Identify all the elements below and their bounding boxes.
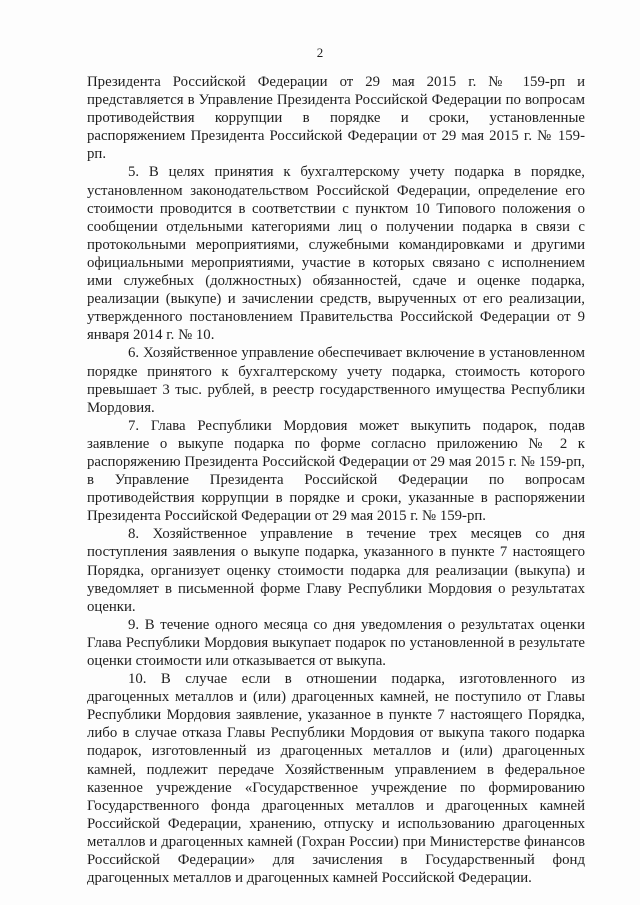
paragraph-item-5: 5. В целях принятия к бухгалтерскому учету подарка в порядке, установленном законодательством Российской Федерации, определение его стоимости проводится в соответствии с пунктом 10 Типового положения о сообщении отдельными категориями лиц о получении подарка в связи с протокольными мероприятиями, служебными командировками и другими официальными мероприятиями, участие в которых связано с исполнением ими служебных (должностных) обязанностей, сдаче и оценке подарка, реализации (выкупе) и зачислении средств, вырученных от его реализации, утвержденного постановлением Правительства Российской Федерации от 9 января 2014 г. № 10. (87, 164, 585, 344)
page-number: 2 (316, 45, 324, 60)
paragraph-item-8: 8. Хозяйственное управление в течение трех месяцев со дня поступления заявления о выкупе подарка, указанного в пункте 7 настоящего Порядка, организует оценку стоимости подарка для реализации (выкупа) и уведомляет в письменной форме Главу Республики Мордовия о результатах оценки. (87, 526, 585, 615)
paragraph-item-6: 6. Хозяйственное управление обеспечивает включение в установленном порядке принятого к бухгалтерскому учету подарка, стоимость которого превышает 3 тыс. рублей, в реестр государственного имущества Республики Мордовия. (87, 345, 585, 416)
paragraph-item-9: 9. В течение одного месяца со дня уведомления о результатах оценки Глава Республики Мордовия выкупает подарок по установленной в результате оценки стоимости или отказывается от выкупа. (87, 616, 585, 669)
paragraph-item-10: 10. В случае если в отношении подарка, изготовленного из драгоценных металлов и (или) драгоценных камней, не поступило от Главы Республики Мордовия заявление, указанное в пункте 7 настоящего Порядка, либо в случае отказа Главы Республики Мордовия от выкупа такого подарка подарок, изготовленный из драгоценных металлов и (или) драгоценных камней, подлежит передаче Хозяйственным управлением в федеральное казенное учреждение «Государственное учреждение по формированию Государственного фонда драгоценных металлов и драгоценных камней Российской Федерации, хранению, отпуску и использованию драгоценных металлов и драгоценных камней (Гохран России) при Министерстве финансов Российской Федерации» для зачисления в Государственный фонд драгоценных металлов и драгоценных камней Российской Федерации. (87, 671, 585, 887)
paragraph-continuation: Президента Российской Федерации от 29 мая 2015 г. № 159-рп и представляется в Управление Президента Российской Федерации по вопросам противодействия коррупции в порядке и сроки, установленные распоряжением Президента Российской Федерации от 29 мая 2015 г. № 159-рп. (87, 74, 585, 163)
paragraph-item-7: 7. Глава Республики Мордовия может выкупить подарок, подав заявление о выкупе подарка по форме согласно приложению № 2 к распоряжению Президента Российской Федерации от 29 мая 2015 г. № 159-рп, в Управление Президента Российской Федерации по вопросам противодействия коррупции в порядке и сроки, указанные в распоряжении Президента Российской Федерации от 29 мая 2015 г. № 159-рп. (87, 417, 585, 525)
document-body (87, 73, 585, 887)
